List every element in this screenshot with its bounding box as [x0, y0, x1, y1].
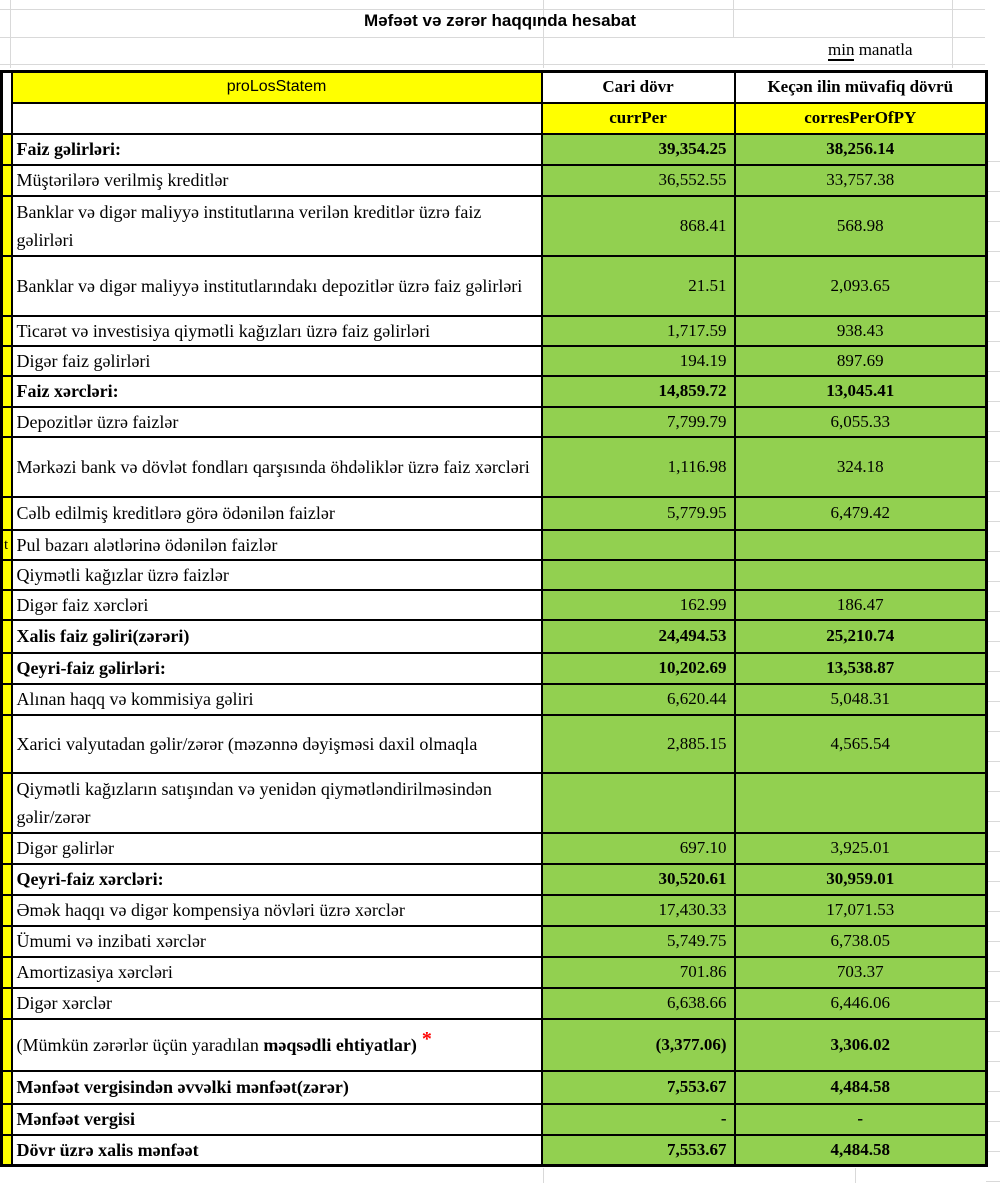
report-title[interactable]: Məfəət və zərər haqqında hesabat: [363, 11, 637, 30]
currper-value-cell[interactable]: 10,202.69: [542, 653, 735, 684]
row-marker-cell: [2, 1104, 12, 1135]
clipped-overflow-text: t: [4, 536, 9, 553]
currper-value-cell[interactable]: 5,749.75: [542, 926, 735, 957]
corresperofpy-value-cell[interactable]: [735, 530, 987, 560]
corresperofpy-value-cell[interactable]: 2,093.65: [735, 256, 987, 316]
row-label-cell[interactable]: [12, 1019, 542, 1071]
cari-dovr-header-cell[interactable]: Cari dövr: [542, 72, 735, 103]
gridline: [0, 64, 985, 65]
row-marker-cell: [2, 346, 12, 376]
currper-value-cell[interactable]: 30,520.61: [542, 864, 735, 895]
table-row: [2, 376, 987, 407]
row-marker-cell: [2, 437, 12, 497]
currper-value-cell[interactable]: 14,859.72: [542, 376, 735, 407]
gridline: [0, 9, 985, 10]
currper-value-cell[interactable]: 5,779.95: [542, 497, 735, 530]
row-marker-cell: [2, 376, 12, 407]
row-label-cell[interactable]: Alınan haqq və kommisiya gəliri: [12, 684, 542, 715]
prolosstatem-header-cell[interactable]: proLosStatem: [12, 72, 542, 103]
currper-value-cell[interactable]: [542, 773, 735, 833]
currper-value-cell[interactable]: (3,377.06): [542, 1019, 735, 1071]
table-row: [2, 833, 987, 864]
currper-value-cell[interactable]: 7,553.67: [542, 1071, 735, 1104]
corresperofpy-value-cell[interactable]: 6,479.42: [735, 497, 987, 530]
row-label-cell[interactable]: Qeyri-faiz xərcləri:: [12, 864, 542, 895]
row-label-cell[interactable]: Cəlb edilmiş kreditlərə görə ödənilən faizlər: [12, 497, 542, 530]
corresperofpy-value-cell[interactable]: 3,306.02: [735, 1019, 987, 1071]
footnote-asterisk: *: [421, 1027, 432, 1050]
label-regular-part: (Mümkün zərərlər üçün yaradılan: [16, 1034, 264, 1055]
row-label-cell[interactable]: Qiymətli kağızların satışından və yenidən qiymətləndirilməsindən gəlir/zərər: [12, 773, 542, 833]
row-marker-cell: [2, 653, 12, 684]
table-row: [2, 653, 987, 684]
row-marker-cell: [2, 957, 12, 988]
corresperofpy-header-cell[interactable]: corresPerOfPY: [735, 103, 987, 134]
gridline: [543, 1168, 544, 1183]
row-label-cell[interactable]: Faiz xərcləri:: [12, 376, 542, 407]
row-marker-cell: [2, 530, 12, 560]
currper-value-cell[interactable]: 162.99: [542, 590, 735, 620]
row-label-cell[interactable]: Mənfəət vergisi: [12, 1104, 542, 1135]
row-marker-cell: [2, 684, 12, 715]
kecen-ilin-header-cell[interactable]: Keçən ilin müvafiq dövrü: [735, 72, 987, 103]
row-label-cell[interactable]: Qiymətli kağızlar üzrə faizlər: [12, 560, 542, 590]
currper-value-cell[interactable]: 1,116.98: [542, 437, 735, 497]
row-label-cell[interactable]: Dövr üzrə xalis mənfəət: [12, 1135, 542, 1166]
corresperofpy-value-cell[interactable]: 703.37: [735, 957, 987, 988]
table-row: [2, 864, 987, 895]
currper-value-cell[interactable]: 194.19: [542, 346, 735, 376]
corresperofpy-value-cell[interactable]: 3,925.01: [735, 833, 987, 864]
corresperofpy-value-cell[interactable]: 30,959.01: [735, 864, 987, 895]
label-bold-part: məqsədli ehtiyatlar): [263, 1034, 417, 1055]
row-marker-cell: [2, 773, 12, 833]
corresperofpy-value-cell[interactable]: 186.47: [735, 590, 987, 620]
table-row: [2, 560, 987, 590]
currper-value-cell[interactable]: [542, 530, 735, 560]
corresperofpy-value-cell[interactable]: 4,484.58: [735, 1071, 987, 1104]
currper-value-cell[interactable]: 1,717.59: [542, 316, 735, 346]
table-row: [2, 1135, 987, 1166]
row-label-cell[interactable]: Amortizasiya xərcləri: [12, 957, 542, 988]
corresperofpy-value-cell[interactable]: 38,256.14: [735, 134, 987, 165]
table-row: [2, 1071, 987, 1104]
currper-value-cell[interactable]: 39,354.25: [542, 134, 735, 165]
currper-value-cell[interactable]: 7,553.67: [542, 1135, 735, 1166]
row-marker-cell: [2, 497, 12, 530]
table-row: [2, 437, 987, 497]
corresperofpy-value-cell[interactable]: 4,565.54: [735, 715, 987, 773]
table-row: [2, 590, 987, 620]
row-marker-cell: [2, 165, 12, 196]
row-marker-cell: [2, 864, 12, 895]
currper-value-cell[interactable]: 2,885.15: [542, 715, 735, 773]
row-marker-cell: [2, 590, 12, 620]
table-row: [2, 530, 987, 560]
table-row: [2, 196, 987, 256]
row-label-cell[interactable]: Digər gəlirlər: [12, 833, 542, 864]
row-label-cell[interactable]: Əmək haqqı və digər kompensiya növləri üzrə xərclər: [12, 895, 542, 926]
corresperofpy-value-cell[interactable]: [735, 773, 987, 833]
currper-value-cell[interactable]: 7,799.79: [542, 407, 735, 437]
corresperofpy-value-cell[interactable]: 324.18: [735, 437, 987, 497]
corresperofpy-value-cell[interactable]: -: [735, 1104, 987, 1135]
table-row: [2, 165, 987, 196]
corresperofpy-value-cell[interactable]: 13,538.87: [735, 653, 987, 684]
row-marker-cell: [2, 895, 12, 926]
currper-value-cell[interactable]: 21.51: [542, 256, 735, 316]
corresperofpy-value-cell[interactable]: 6,055.33: [735, 407, 987, 437]
table-row: [2, 134, 987, 165]
row-label-cell[interactable]: Xarici valyutadan gəlir/zərər (məzənnə dəyişməsi daxil olmaqla: [12, 715, 542, 773]
corresperofpy-value-cell[interactable]: 5,048.31: [735, 684, 987, 715]
corresperofpy-value-cell[interactable]: 938.43: [735, 316, 987, 346]
table-row: [2, 773, 987, 833]
header-row-titles: [2, 72, 987, 103]
row-marker-cell: [2, 1071, 12, 1104]
corresperofpy-value-cell[interactable]: 25,210.74: [735, 620, 987, 653]
currper-header-cell[interactable]: currPer: [542, 103, 735, 134]
gridline: [855, 1168, 856, 1183]
header-marker-cell: [2, 103, 12, 134]
table-row: [2, 620, 987, 653]
row-label-cell[interactable]: Mərkəzi bank və dövlət fondları qarşısında öhdəliklər üzrə faiz xərcləri: [12, 437, 542, 497]
statement-table-body: [2, 134, 987, 1166]
unit-note-rest: manatla: [854, 40, 913, 59]
currper-value-cell[interactable]: -: [542, 1104, 735, 1135]
table-row: [2, 256, 987, 316]
row-label-cell[interactable]: Mənfəət vergisindən əvvəlki mənfəət(zərər): [12, 1071, 542, 1104]
table-row: [2, 316, 987, 346]
corresperofpy-value-cell[interactable]: [735, 560, 987, 590]
row-label-cell[interactable]: Banklar və digər maliyyə institutlarındakı depozitlər üzrə faiz gəlirləri: [12, 256, 542, 316]
table-row: [2, 684, 987, 715]
corresperofpy-value-cell[interactable]: 568.98: [735, 196, 987, 256]
row-label-cell[interactable]: Digər faiz xərcləri: [12, 590, 542, 620]
row-marker-cell: [2, 560, 12, 590]
row-label-cell[interactable]: Müştərilərə verilmiş kreditlər: [12, 165, 542, 196]
table-header: [2, 72, 987, 134]
row-marker-cell: [2, 715, 12, 773]
row-label-cell[interactable]: Banklar və digər maliyyə institutlarına verilən kreditlər üzrə faiz gəlirləri: [12, 196, 542, 256]
corresperofpy-value-cell[interactable]: 33,757.38: [735, 165, 987, 196]
row-label-cell[interactable]: Depozitlər üzrə faizlər: [12, 407, 542, 437]
table-row: [2, 1104, 987, 1135]
currper-value-cell[interactable]: 868.41: [542, 196, 735, 256]
header-marker-cell: [2, 72, 12, 103]
table-row: [2, 407, 987, 437]
currper-value-cell[interactable]: [542, 560, 735, 590]
currper-value-cell[interactable]: 36,552.55: [542, 165, 735, 196]
corresperofpy-value-cell[interactable]: 17,071.53: [735, 895, 987, 926]
row-marker-cell: [2, 1019, 12, 1071]
profit-loss-table: [0, 70, 988, 1167]
table-row: [2, 895, 987, 926]
row-marker-cell: [2, 620, 12, 653]
currper-value-cell[interactable]: 17,430.33: [542, 895, 735, 926]
currper-value-cell[interactable]: 6,638.66: [542, 988, 735, 1019]
row-marker-cell: [2, 134, 12, 165]
row-marker-cell: [2, 407, 12, 437]
row-marker-cell: [2, 988, 12, 1019]
row-label-cell[interactable]: Ümumi və inzibati xərclər: [12, 926, 542, 957]
row-marker-cell: [2, 196, 12, 256]
currper-value-cell[interactable]: 701.86: [542, 957, 735, 988]
corresperofpy-value-cell[interactable]: 4,484.58: [735, 1135, 987, 1166]
currper-value-cell[interactable]: 697.10: [542, 833, 735, 864]
row-label-cell[interactable]: Xalis faiz gəliri(zərəri): [12, 620, 542, 653]
table-row: [2, 1019, 987, 1071]
row-marker-cell: [2, 316, 12, 346]
table-row: [2, 715, 987, 773]
table-row: [2, 988, 987, 1019]
corresperofpy-value-cell[interactable]: 6,738.05: [735, 926, 987, 957]
row-label-cell[interactable]: Digər xərclər: [12, 988, 542, 1019]
corresperofpy-value-cell[interactable]: 13,045.41: [735, 376, 987, 407]
row-label-cell[interactable]: Qeyri-faiz gəlirləri:: [12, 653, 542, 684]
header-row-codes: [2, 103, 987, 134]
unit-note[interactable]: [828, 40, 913, 60]
table-row: [2, 957, 987, 988]
row-label-cell[interactable]: Digər faiz gəlirləri: [12, 346, 542, 376]
unit-note-underlined: min: [828, 40, 855, 59]
row-marker-cell: [2, 256, 12, 316]
currper-value-cell[interactable]: 24,494.53: [542, 620, 735, 653]
table-row: [2, 497, 987, 530]
row-marker-cell: [2, 833, 12, 864]
currper-value-cell[interactable]: 6,620.44: [542, 684, 735, 715]
row-label-cell[interactable]: Faiz gəlirləri:: [12, 134, 542, 165]
row-marker-cell: [2, 926, 12, 957]
gridline: [0, 37, 985, 38]
row-marker-cell: [2, 1135, 12, 1166]
table-row: [2, 926, 987, 957]
gridline-strip: [986, 132, 1000, 1183]
table-row: [2, 346, 987, 376]
row-label-cell[interactable]: Pul bazarı alətlərinə ödənilən faizlər: [12, 530, 542, 560]
row-label-cell[interactable]: Ticarət və investisiya qiymətli kağızları üzrə faiz gəlirləri: [12, 316, 542, 346]
corresperofpy-value-cell[interactable]: 897.69: [735, 346, 987, 376]
corresperofpy-value-cell[interactable]: 6,446.06: [735, 988, 987, 1019]
blank-header-cell[interactable]: [12, 103, 542, 134]
